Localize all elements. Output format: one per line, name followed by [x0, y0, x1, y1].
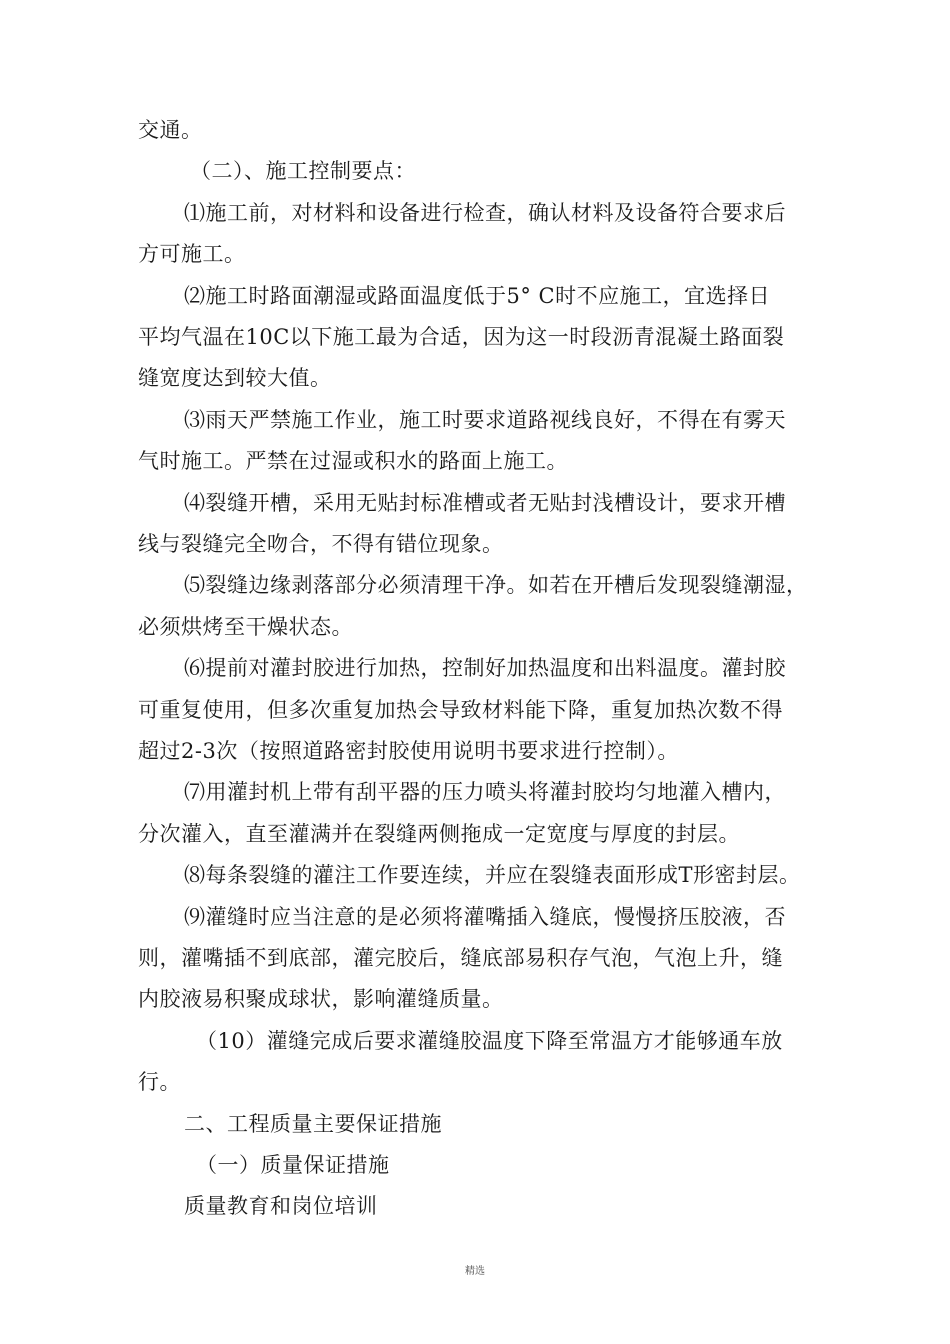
- text-line: 则，灌嘴插不到底部，灌完胶后，缝底部易积存气泡，气泡上升，缝: [138, 946, 783, 970]
- page-footer: 精选: [465, 1266, 485, 1277]
- text-line: 交通。: [138, 118, 203, 142]
- section-heading: 二、工程质量主要保证措施: [184, 1112, 442, 1136]
- text-line: 行。: [138, 1070, 181, 1094]
- text-line: ⑶雨天严禁施工作业，施工时要求道路视线良好，不得在有雾天: [184, 408, 786, 432]
- text-line: ⑷裂缝开槽，采用无贴封标准槽或者无贴封浅槽设计，要求开槽: [184, 491, 786, 515]
- text-line: ⑹提前对灌封胶进行加热，控制好加热温度和出料温度。灌封胶: [184, 656, 786, 680]
- text-line: 平均气温在10C以下施工最为合适，因为这一时段沥青混凝土路面裂: [138, 325, 785, 349]
- subsection-heading: （一）质量保证措施: [196, 1153, 390, 1177]
- text-line: 气时施工。严禁在过湿或积水的路面上施工。: [138, 449, 568, 473]
- text-line: 可重复使用，但多次重复加热会导致材料能下降，重复加热次数不得: [138, 698, 783, 722]
- text-line: ⑼灌缝时应当注意的是必须将灌嘴插入缝底，慢慢挤压胶液，否: [184, 905, 786, 929]
- text-line: 方可施工。: [138, 242, 246, 266]
- text-line: 超过2-3次（按照道路密封胶使用说明书要求进行控制）。: [138, 739, 679, 763]
- text-line: ⑵施工时路面潮湿或路面温度低于5° C时不应施工，宜选择日: [184, 284, 771, 308]
- text-line: ⑻每条裂缝的灌注工作要连续，并应在裂缝表面形成T形密封层。: [184, 863, 801, 887]
- text-line: ⑺用灌封机上带有刮平器的压力喷头将灌封胶均匀地灌入槽内，: [184, 780, 786, 804]
- section-heading: （二）、施工控制要点：: [190, 159, 416, 183]
- text-line: 缝宽度达到较大值。: [138, 366, 332, 390]
- text-line: ⑴施工前，对材料和设备进行检查，确认材料及设备符合要求后: [184, 201, 786, 225]
- text-line: 内胶液易积聚成球状，影响灌缝质量。: [138, 987, 504, 1011]
- text-line: （10）灌缝完成后要求灌缝胶温度下降至常温方才能够通车放: [196, 1029, 783, 1053]
- text-line: 分次灌入，直至灌满并在裂缝两侧拖成一定宽度与厚度的封层。: [138, 822, 740, 846]
- text-line: 线与裂缝完全吻合，不得有错位现象。: [138, 532, 504, 556]
- text-line: ⑸裂缝边缘剥落部分必须清理干净。如若在开槽后发现裂缝潮湿，: [184, 573, 808, 597]
- text-line: 必须烘烤至干燥状态。: [138, 615, 353, 639]
- text-line: 质量教育和岗位培训: [184, 1194, 378, 1218]
